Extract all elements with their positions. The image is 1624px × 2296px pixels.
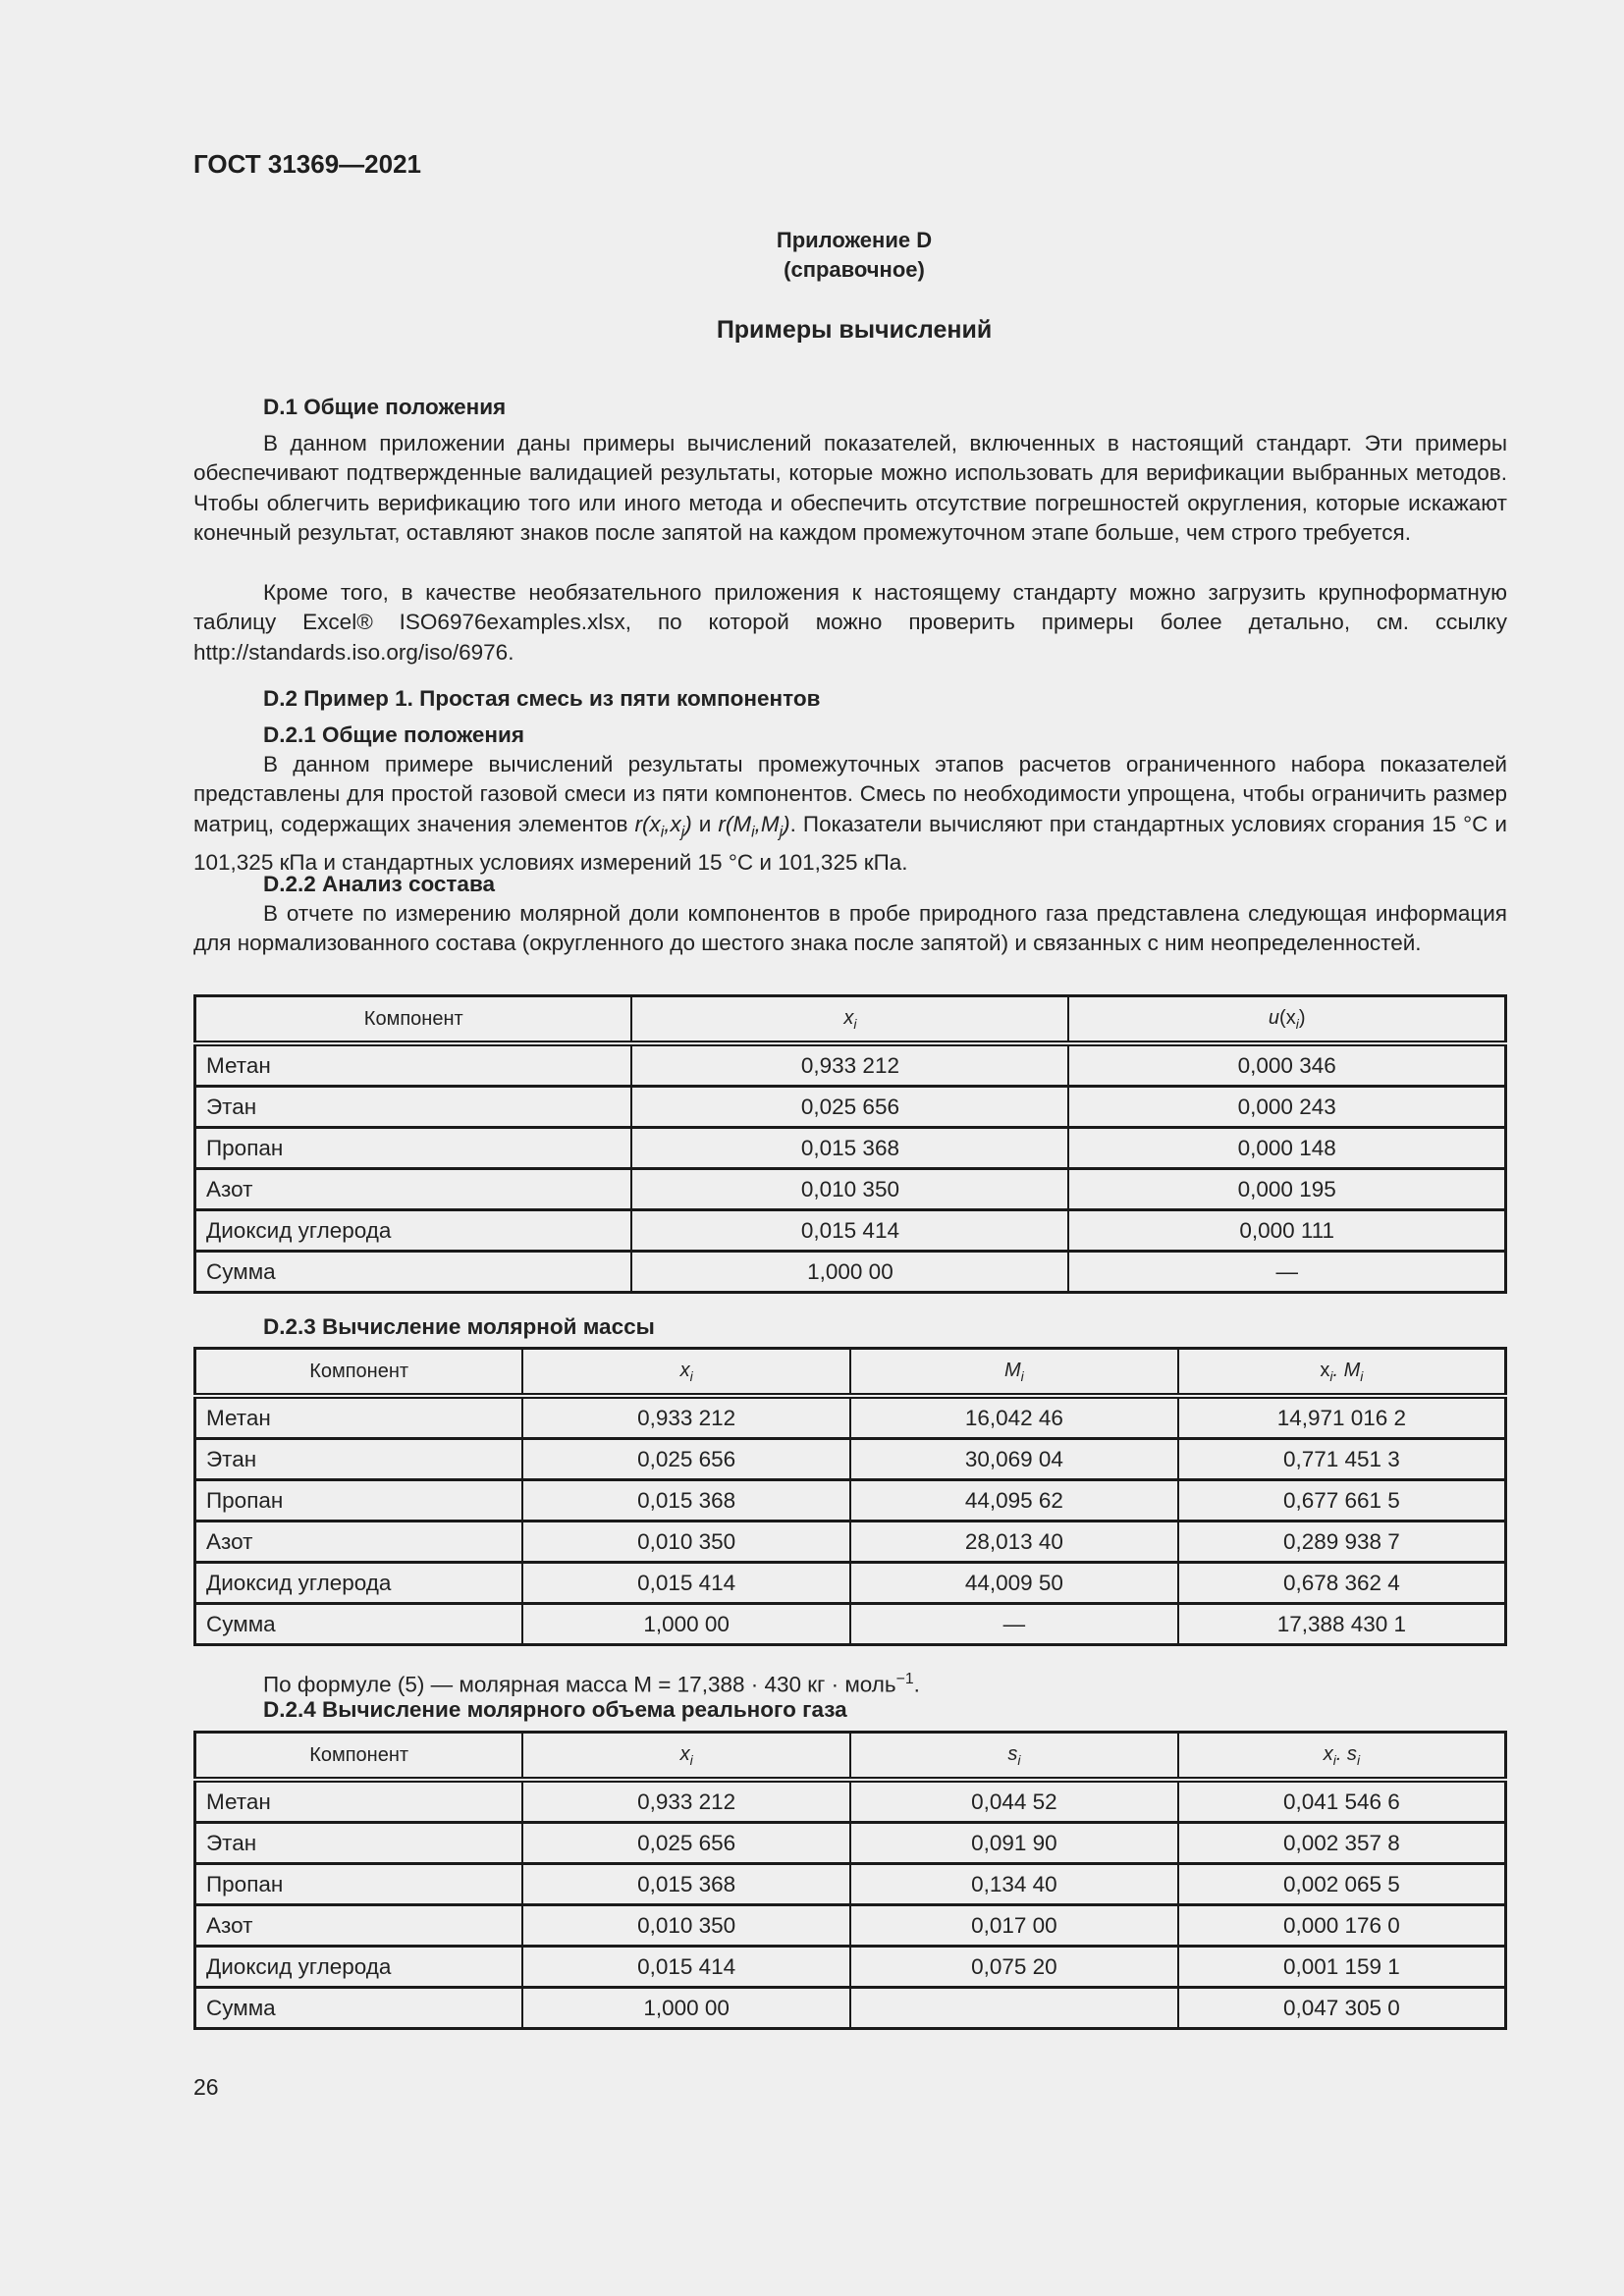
paragraph-d21: В данном примере вычислений результаты промежуточных этапов расчетов ограниченного набора показателей представлены для простой газовой смеси из пяти компонентов. Смесь по необходимости упрощена, чтобы ограничить размер матриц, содержащих значения элементов $r(x_i,x_j)$ и $r(M_i,M_j)$. Показатели вычисляют при стандартных условиях сгорания 15 °С и 101,325 кПа и стандартных условиях измерений 15 °С и 101,325 кПа. — [193, 752, 1507, 875]
table-row-sum: Сумма 1,000 00 — — [195, 1252, 1506, 1293]
document-code: ГОСТ 31369—2021 — [193, 149, 421, 179]
formula-r-xx: $r(x_i,x_j)$ — [634, 811, 692, 841]
table-header-row — [195, 1733, 1506, 1781]
table-row: Диоксид углерода 0,015 414 0,075 20 0,001 159 1 — [195, 1947, 1506, 1988]
section-heading-d22: D.2.2 Анализ состава — [263, 872, 495, 896]
table-row: Диоксид углерода 0,015 414 0,000 111 — [195, 1210, 1506, 1252]
annex-subtitle: (справочное) — [784, 257, 925, 282]
table-row: Азот 0,010 350 0,000 195 — [195, 1169, 1506, 1210]
annex-main-title: Примеры вычислений — [716, 316, 993, 344]
table-header-row — [195, 996, 1506, 1044]
section-heading-d2: D.2 Пример 1. Простая смесь из пяти компонентов — [263, 686, 821, 711]
table-row: Этан 0,025 656 30,069 04 0,771 451 3 — [195, 1439, 1506, 1480]
section-heading-d21: D.2.1 Общие положения — [263, 722, 524, 747]
page-number: 26 — [193, 2074, 219, 2100]
section-heading-d1: D.1 Общие положения — [263, 395, 507, 419]
paragraph-d22: В отчете по измерению молярной доли компонентов в пробе природного газа представлена следующая информация для нормализованного состава (округленного до шестого знака после запятой) и связанных с ним неопределенностей. — [193, 901, 1507, 956]
table-row: Метан 0,933 212 16,042 46 14,971 016 2 — [195, 1396, 1506, 1439]
molar-mass-formula: По формуле (5) — молярная масса М = 17,388 · 430 кг · моль$^{-1}$. — [263, 1671, 920, 1697]
table-row: Метан 0,933 212 0,000 346 — [195, 1043, 1506, 1087]
column-header-si: $s_i$ — [850, 1733, 1178, 1781]
section-heading-d23: D.2.3 Вычисление молярной массы — [263, 1314, 655, 1339]
annex-title: Приложение D — [776, 228, 933, 252]
table-row: Метан 0,933 212 0,044 52 0,041 546 6 — [195, 1780, 1506, 1823]
column-header-component: Компонент — [195, 1349, 523, 1397]
paragraph-d1-2: Кроме того, в качестве необязательного приложения к настоящему стандарту можно загрузить крупноформатную таблицу Excel® ISO6976examples.xlsx, по которой можно проверить примеры более детально, см. ссылку http://standards.iso.org/iso/6976. — [193, 580, 1507, 665]
table-row: Пропан 0,015 368 0,000 148 — [195, 1128, 1506, 1169]
formula-r-mm: $r(M_i,M_j)$ — [718, 811, 790, 841]
table-header-row — [195, 1349, 1506, 1397]
column-header-mi: $M_i$ — [850, 1349, 1178, 1397]
column-header-component: Компонент — [195, 1733, 523, 1781]
table-row: Пропан 0,015 368 44,095 62 0,677 661 5 — [195, 1480, 1506, 1522]
section-heading-d24: D.2.4 Вычисление молярного объема реального газа — [263, 1697, 847, 1722]
column-header-uxi: $u(x_i)$ — [1068, 996, 1505, 1044]
table-row: Азот 0,010 350 28,013 40 0,289 938 7 — [195, 1522, 1506, 1563]
molar-mass-table — [193, 1347, 1507, 1646]
column-header-xi: $x_i$ — [522, 1733, 850, 1781]
paragraph-d1-1: В данном приложении даны примеры вычислений показателей, включенных в настоящий стандарт. Эти примеры обеспечивают подтвержденные валидацией результаты, которые можно использовать для верификации выбранных методов. Чтобы облегчить верификацию того или иного метода и обеспечить отсутствие погрешностей округления, которые искажают конечный результат, оставляют знаков после запятой на каждом промежуточном этапе больше, чем строго требуется. — [193, 431, 1507, 546]
table-row-sum: Сумма 1,000 00 0,047 305 0 — [195, 1988, 1506, 2029]
composition-table — [193, 994, 1507, 1294]
column-header-xi-mi: $x_i$. $M_i$ — [1178, 1349, 1506, 1397]
column-header-component: Компонент — [195, 996, 632, 1044]
table-row: Диоксид углерода 0,015 414 44,009 50 0,678 362 4 — [195, 1563, 1506, 1604]
table-row: Этан 0,025 656 0,000 243 — [195, 1087, 1506, 1128]
column-header-xi: $x_i$ — [631, 996, 1068, 1044]
table-row-sum: Сумма 1,000 00 — 17,388 430 1 — [195, 1604, 1506, 1645]
table-row: Этан 0,025 656 0,091 90 0,002 357 8 — [195, 1823, 1506, 1864]
column-header-xi: $x_i$ — [522, 1349, 850, 1397]
table-row: Азот 0,010 350 0,017 00 0,000 176 0 — [195, 1905, 1506, 1947]
column-header-xi-si: $x_i$. $s_i$ — [1178, 1733, 1506, 1781]
table-row: Пропан 0,015 368 0,134 40 0,002 065 5 — [195, 1864, 1506, 1905]
molar-volume-table — [193, 1731, 1507, 2030]
